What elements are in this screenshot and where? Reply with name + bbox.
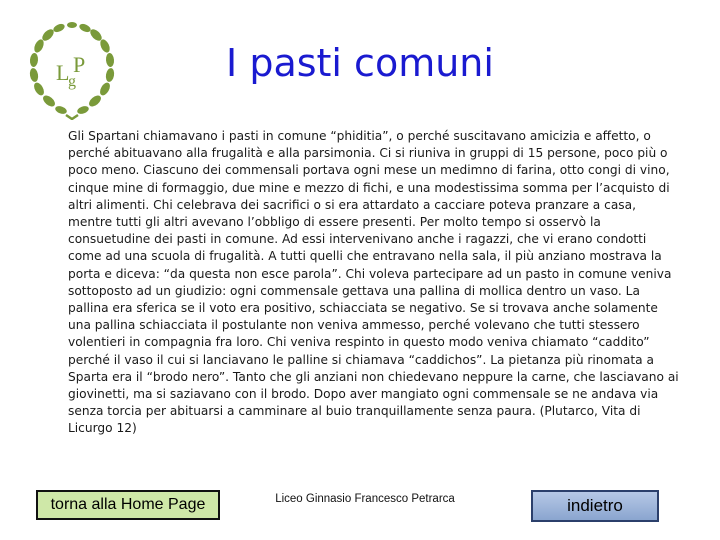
logo-letter-g: g <box>68 73 76 90</box>
home-page-button[interactable]: torna alla Home Page <box>36 490 220 520</box>
back-button[interactable]: indietro <box>531 490 659 522</box>
school-laurel-logo <box>26 20 118 120</box>
logo-letter-p: P <box>73 52 86 77</box>
page-title: I pasti comuni <box>226 41 494 85</box>
body-paragraph: Gli Spartani chiamavano i pasti in comune “phiditia”, o perché suscitavano amicizia e affetto, o perché abituavano alla frugalità e alla parsimonia. Ci si riuniva in gruppi di 15 persone, poco più o poco meno. Ciascuno dei commensali portava ogni mese un medimno di farina, otto congi di vino, cinque mine di formaggio, due mine e mezzo di fichi, e una modestissima somma per l’acquisto di altri alimenti. Chi celebrava dei sacrifici o si era attardato a cacciare poteva pranzare a casa, mentre tutti gli altri avevano l’obbligo di essere presenti. Per molto tempo si osservò la consuetudine dei pasti in comune. Ad essi intervenivano anche i ragazzi, che vi erano condotti come ad una scuola di frugalità. A tutti quelli che entravano nella sala, il più anziano mostrava la porta e diceva: “da questa non esce parola”. Chi voleva partecipare ad un pasto in comune veniva sottoposto ad un giudizio: ogni commensale gettava una pallina di mollica dentro un vaso. La pallina era sferica se il voto era positivo, schiacciata se negativo. Se si trovava anche solamente una pallina schiacciata il postulante non veniva ammesso, perché volevano che tutti stessero volentieri in compagnia fra loro. Chi veniva respinto in questo modo veniva chiamato “caddito” perché il vaso il cui si lanciavano le palline si chiamava “caddichos”. La pietanza più rinomata a Sparta era il “brodo nero”. Tanto che gli anziani non chiedevano neppure la carne, che lasciavano ai giovinetti, ma si saziavano con il brodo. Dopo aver mangiato ogni commensale se ne andava via senza torcia per abituarsi a camminare al buio tranquillamente senza paura. (Plutarco, Vita di Licurgo 12) <box>68 129 679 436</box>
school-name-footer: Liceo Ginnasio Francesco Petrarca <box>275 493 455 505</box>
logo-letter-l: L <box>56 60 70 85</box>
